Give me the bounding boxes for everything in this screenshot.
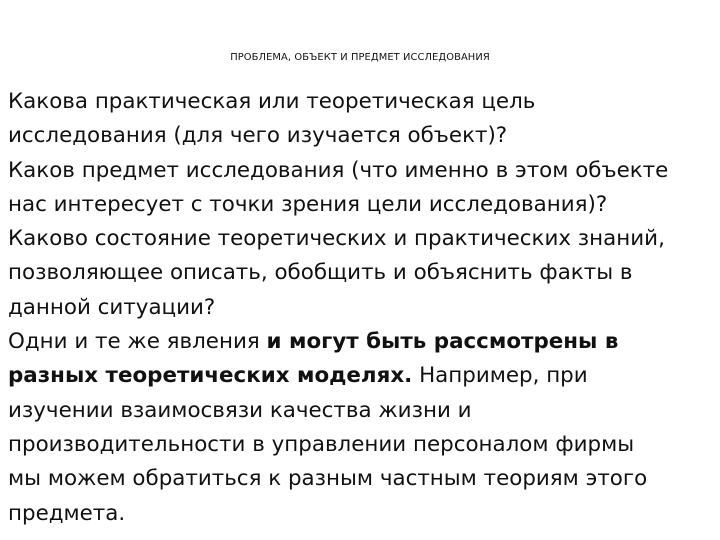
body-line: позволяющее описать, обобщить и объяснить факты в [8, 260, 633, 286]
body-text-run: Одни и те же явления [8, 329, 267, 355]
body-line: предмета. [8, 500, 126, 526]
body-line: Каково состояние теоретических и практических знаний, [8, 226, 665, 252]
body-line [8, 325, 714, 359]
slide-body [8, 85, 714, 531]
body-text-bold-run: и могут быть рассмотрены в [266, 329, 619, 355]
body-text-run: Например, при [412, 363, 588, 389]
body-line: данной ситуации? [8, 294, 216, 320]
body-line: мы можем обратиться к разным частным теориям этого [8, 466, 648, 492]
slide-title: ПРОБЛЕМА, ОБЪЕКТ И ПРЕДМЕТ ИССЛЕДОВАНИЯ [230, 52, 490, 63]
body-line: нас интересует с точки зрения цели исследования)? [8, 191, 608, 217]
body-line: производительности в управлении персоналом фирмы [8, 431, 635, 457]
body-line [8, 359, 714, 393]
body-text-bold-run: разных теоретических моделях. [8, 363, 413, 389]
body-line: Какова практическая или теоретическая цель [8, 89, 536, 114]
body-line: изучении взаимосвязи качества жизни и [8, 397, 472, 423]
body-line: исследования (для чего изучается объект)? [8, 123, 508, 149]
body-line: Каков предмет исследования (что именно в этом объекте [8, 157, 669, 183]
